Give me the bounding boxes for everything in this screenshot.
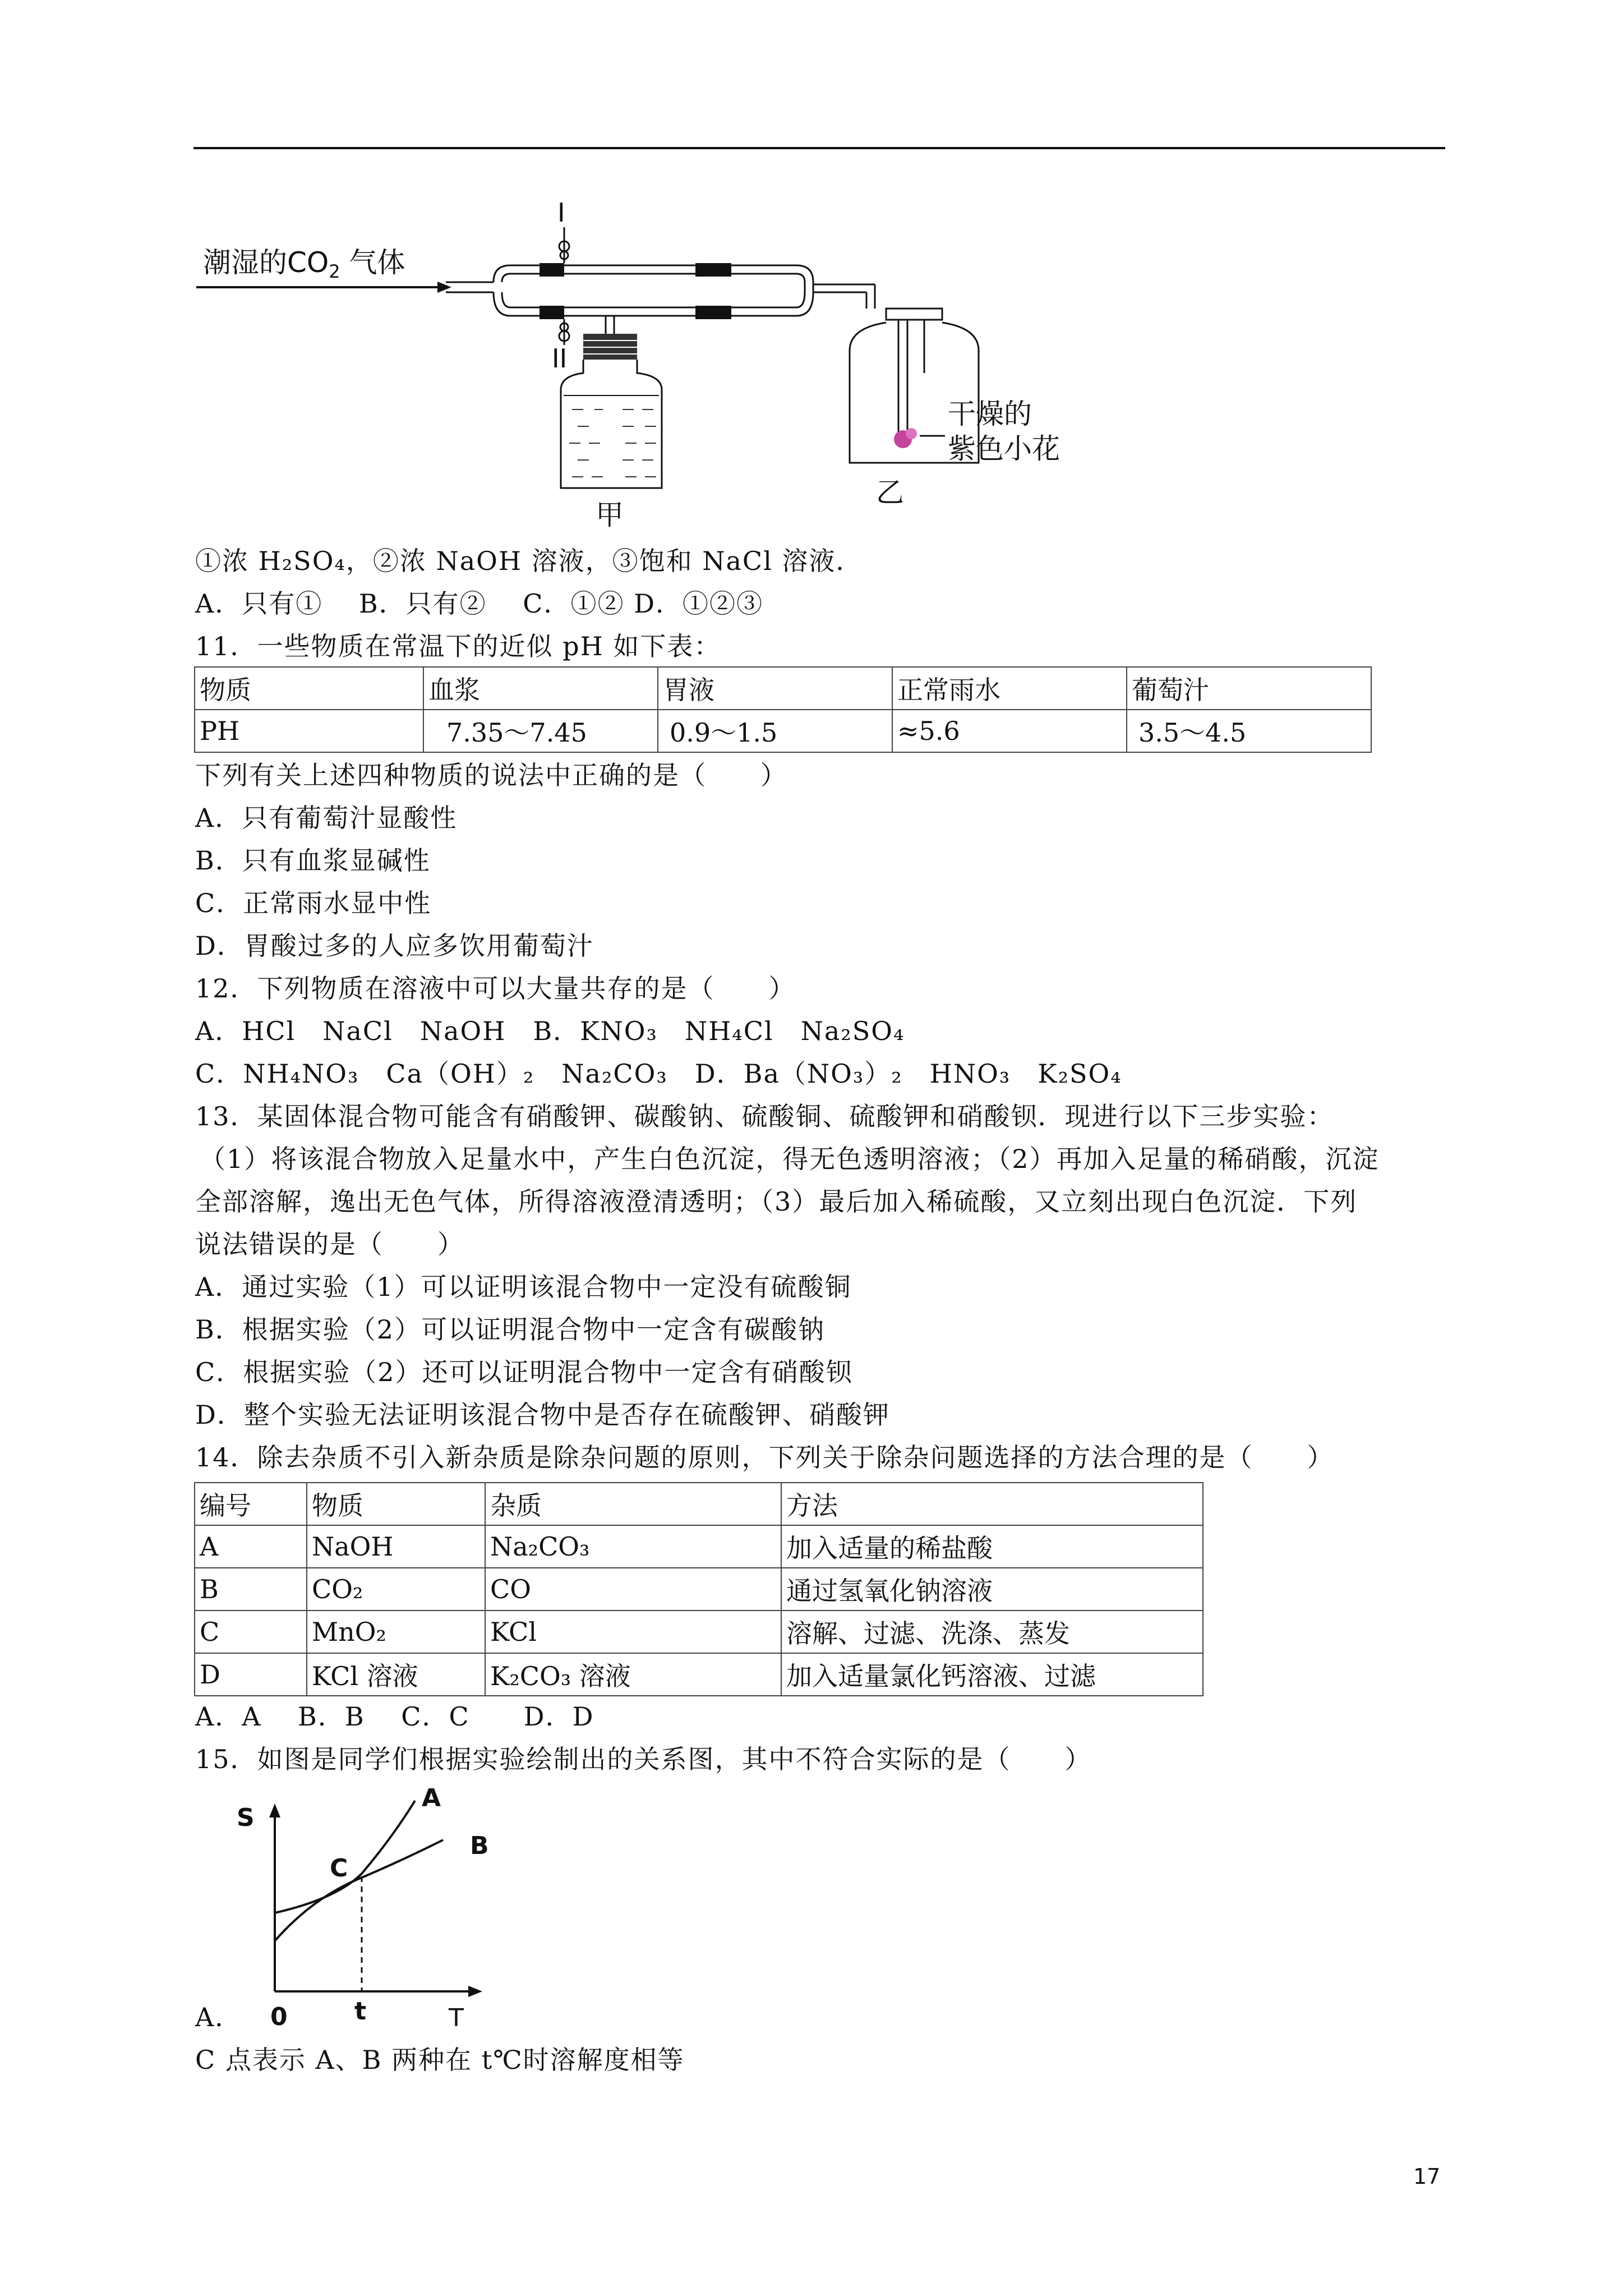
q14-purification-table: [194, 1482, 1204, 1696]
svg-text:C: C: [330, 1854, 348, 1883]
table-row: 物质 血浆 胃液 正常雨水 葡萄汁: [195, 667, 1371, 710]
q11-stem: 11．一些物质在常温下的近似 pH 如下表：: [195, 631, 721, 661]
co2-apparatus-diagram: [191, 194, 1099, 536]
q11-ph-table: [194, 666, 1372, 753]
q14-stem: 14．除去杂质不引入新杂质是除杂问题的原则，下列关于除杂问题选择的方法合理的是（ ）: [195, 1442, 1334, 1473]
solubility-graph: [224, 1784, 516, 2042]
q13-line4: 说法错误的是（ ）: [195, 1229, 464, 1259]
table-row: PH 7.35～7.45 0.9～1.5 ≈5.6 3.5～4.5: [195, 710, 1371, 752]
q11-option-d: D．胃酸过多的人应多饮用葡萄汁: [195, 931, 594, 961]
svg-text:乙: 乙: [876, 476, 904, 509]
q12-line1: A．HCl NaCl NaOH B．KNO₃ NH₄Cl Na₂SO₄: [195, 1016, 905, 1046]
page-number: 17: [1413, 2164, 1441, 2189]
q15-option-a-label: A．: [195, 2002, 242, 2032]
q13-option-c: C．根据实验（2）还可以证明混合物中一定含有硝酸钡: [195, 1357, 853, 1387]
svg-text:A: A: [422, 1784, 441, 1812]
q12-stem: 12．下列物质在溶液中可以大量共存的是（ ）: [195, 973, 796, 1004]
q13-option-d: D．整个实验无法证明该混合物中是否存在硫酸钾、硝酸钾: [195, 1400, 890, 1430]
q12-line2: C．NH₄NO₃ Ca（OH）₂ Na₂CO₃ D．Ba（NO₃）₂ HNO₃ K₂SO₄: [195, 1059, 1122, 1089]
svg-text:潮湿的CO2 气体: 潮湿的$CO_2$ 气体: [203, 246, 405, 282]
table-row: 编号 物质 杂质 方法: [195, 1483, 1203, 1525]
svg-text:T: T: [449, 2004, 464, 2032]
svg-text:B: B: [470, 1832, 489, 1860]
header-rule: [193, 147, 1445, 149]
q10-options: ①浓 H₂SO₄，②浓 NaOH 溶液，③饱和 NaCl 溶液．: [195, 546, 863, 576]
q11-option-c: C．正常雨水显中性: [195, 888, 432, 918]
table-row: D KCl 溶液 K₂CO₃ 溶液 加入适量氯化钙溶液、过滤: [195, 1653, 1203, 1696]
svg-text:干燥的: 干燥的: [948, 398, 1032, 430]
svg-text:t: t: [354, 1997, 367, 2026]
q13-line1: 13．某固体混合物可能含有硝酸钾、碳酸钠、硫酸铜、硫酸钾和硝酸钡．现进行以下三步实验：: [195, 1101, 1334, 1131]
q15-option-a-caption: C 点表示 A、B 两种在 t℃时溶解度相等: [195, 2045, 685, 2075]
q11-option-b: B．只有血浆显碱性: [195, 845, 431, 876]
q13-option-a: A．通过实验（1）可以证明该混合物中一定没有硫酸铜: [195, 1272, 852, 1302]
svg-text:I: I: [557, 197, 565, 228]
q11-question: 下列有关上述四种物质的说法中正确的是（ ）: [195, 760, 787, 790]
table-row: C MnO₂ KCl 溶解、过滤、洗涤、蒸发: [195, 1611, 1203, 1653]
svg-text:II: II: [552, 343, 568, 374]
table-row: B CO₂ CO 通过氢氧化钠溶液: [195, 1568, 1203, 1611]
q13-line3: 全部溶解，逸出无色气体，所得溶液澄清透明；（3）最后加入稀硫酸，又立刻出现白色沉淀．下列: [195, 1186, 1358, 1217]
q11-option-a: A．只有葡萄汁显酸性: [195, 803, 458, 833]
svg-text:甲: 甲: [596, 499, 624, 531]
q10-choices: A．只有① B．只有② C．①② D．①②③: [195, 588, 763, 619]
svg-text:0: 0: [270, 2003, 288, 2031]
q15-stem: 15．如图是同学们根据实验绘制出的关系图，其中不符合实际的是（ ）: [195, 1744, 1092, 1774]
svg-text:紫色小花: 紫色小花: [948, 432, 1060, 465]
svg-text:S: S: [237, 1803, 255, 1832]
q14-choices: A．A B．B C．C D．D: [195, 1701, 594, 1732]
q13-line2: （1）将该混合物放入足量水中，产生白色沉淀，得无色透明溶液；（2）再加入足量的稀硝酸，沉淀: [200, 1144, 1380, 1174]
q13-option-b: B．根据实验（2）可以证明混合物中一定含有碳酸钠: [195, 1314, 826, 1345]
table-row: A NaOH Na₂CO₃ 加入适量的稀盐酸: [195, 1525, 1203, 1568]
